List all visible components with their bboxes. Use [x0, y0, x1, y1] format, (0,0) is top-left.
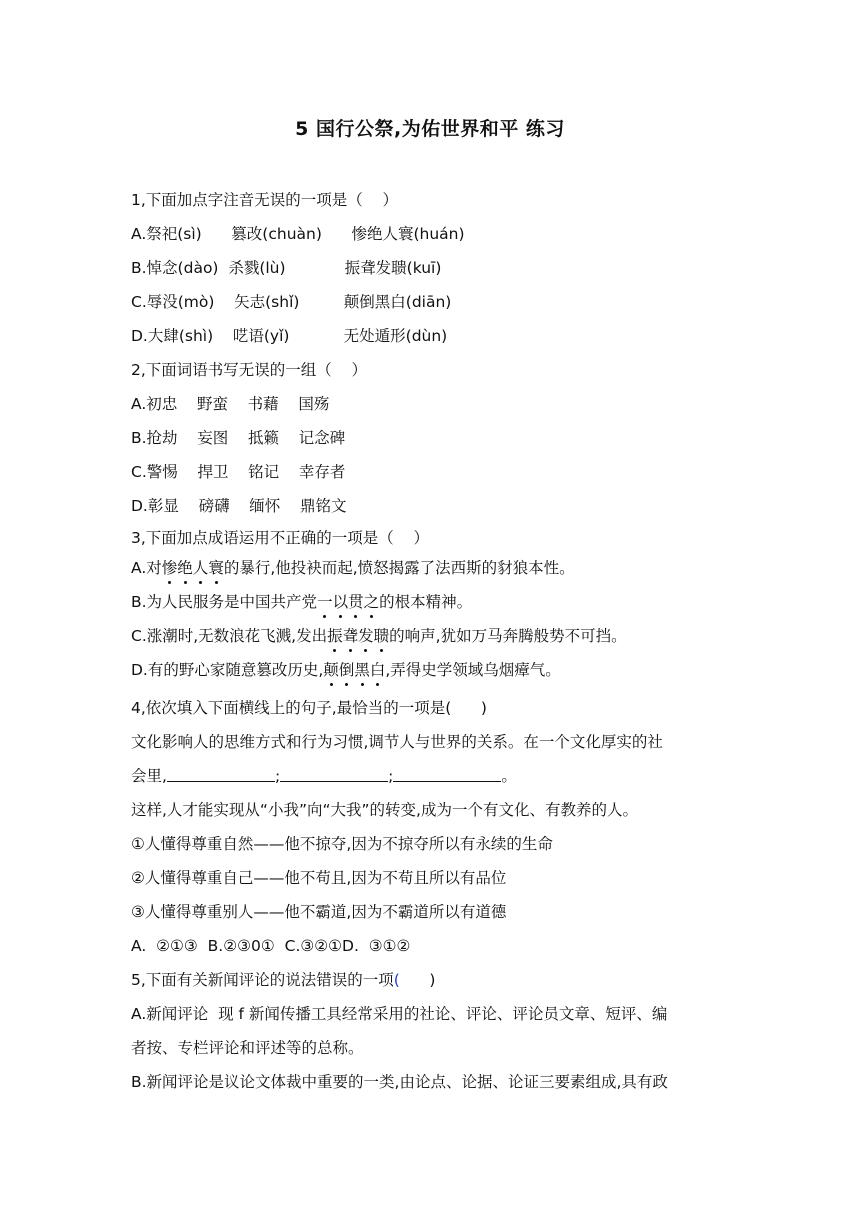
question-3-option-a: A.对惨绝人寰的暴行,他投袂而起,愤怒揭露了法西斯的豺狼本性。	[131, 559, 575, 577]
question-2-option-c: C.警惕 捍卫 铭记 幸存者	[131, 463, 346, 481]
question-5-stem: 5,下面有关新闻评论的说法错误的一项( )	[131, 971, 436, 989]
question-4-sentence-2: ②人懂得尊重自己——他不苟且,因为不苟且所以有品位	[131, 869, 507, 887]
question-4-sentence-3: ③人懂得尊重别人——他不霸道,因为不霸道所以有道德	[131, 903, 507, 921]
question-4-passage-line-1: 文化影响人的思维方式和行为习惯,调节人与世界的关系。在一个文化厚实的社	[131, 733, 663, 751]
question-2-option-b: B.抢劫 妄图 抵籁 记念碑	[131, 429, 346, 447]
dotted-idiom	[327, 627, 389, 645]
question-2-option-a: A.初忠 野蛮 书藉 国殇	[131, 395, 330, 413]
question-4-stem: 4,依次填入下面横线上的句子,最恰当的一项是( )	[131, 699, 487, 717]
emphasis-dot-char: 一	[317, 593, 333, 611]
emphasis-dot-char: 以	[332, 593, 349, 611]
emphasis-dot-char: 振	[327, 627, 343, 645]
emphasis-dot-char: 之	[363, 593, 380, 611]
question-3-stem: 3,下面加点成语运用不正确的一项是（ ）	[131, 529, 429, 547]
question-3-option-d: D.有的野心家随意篡改历史,颠倒黑白,弄得史学领域乌烟瘴气。	[131, 661, 561, 679]
question-3-option-b: B.为人民服务是中国共产党一以贯之的根本精神。	[131, 593, 473, 611]
question-2-option-d: D.彰显 磅礴 缅怀 鼎铭文	[131, 497, 347, 515]
answer-blank-1	[167, 766, 275, 782]
dotted-idiom	[323, 661, 385, 679]
answer-blank-2	[280, 766, 388, 782]
emphasis-dot-char: 寰	[208, 559, 224, 577]
emphasis-dot-char: 绝	[177, 559, 193, 577]
emphasis-dot-char: 发	[358, 627, 374, 645]
question-4-options: A. ②①③ B.②③0① C.③②①D. ③①②	[131, 937, 411, 955]
emphasis-dot-char: 白	[369, 661, 386, 679]
question-2-stem: 2,下面词语书写无误的一组（ ）	[131, 361, 367, 379]
question-1-stem: 1,下面加点字注音无误的一项是（ ）	[131, 191, 398, 209]
emphasis-dot-char: 聋	[342, 627, 359, 645]
question-1-option-a: A.祭祀(sì) 篡改(chuàn) 惨绝人寰(huán)	[131, 225, 465, 243]
question-5-option-a-line-2: 者按、专栏评论和评述等的总称。	[131, 1039, 364, 1057]
dotted-idiom	[162, 559, 224, 577]
question-5-option-a-line-1: A.新闻评论 现 f 新闻传播工具经常采用的社论、评论、评论员文章、短评、编	[131, 1005, 668, 1023]
emphasis-dot-char: 惨	[161, 559, 178, 577]
question-5-option-b-line-1: B.新闻评论是议论文体裁中重要的一类,由论点、论据、论证三要素组成,具有政	[131, 1073, 668, 1091]
emphasis-dot-char: 黑	[354, 661, 370, 679]
question-3-option-c: C.涨潮时,无数浪花飞溅,发出振聋发聩的响声,犹如万马奔腾般势不可挡。	[131, 627, 627, 645]
question-1-option-d: D.大肆(shì) 呓语(yǐ) 无处遁形(dùn)	[131, 327, 448, 345]
emphasis-dot-char: 贯	[348, 593, 364, 611]
question-4-passage-line-3: 这样,人才能实现从“小我”向“大我”的转变,成为一个有文化、有教养的人。	[131, 801, 638, 819]
emphasis-dot-char: 颠	[323, 661, 339, 679]
question-1-option-c: C.辱没(mò) 矢志(shǐ) 颠倒黑白(diān)	[131, 293, 452, 311]
page-title: 5 国行公祭,为佑世界和平 练习	[295, 118, 565, 140]
dotted-idiom	[317, 593, 379, 611]
question-4-sentence-1: ①人懂得尊重自然——他不掠夺,因为不掠夺所以有永续的生命	[131, 835, 553, 853]
emphasis-dot-char: 倒	[338, 661, 355, 679]
answer-blank-3	[393, 766, 501, 782]
question-4-passage-line-2: 会里, ; ; 。	[131, 767, 517, 785]
emphasis-dot-char: 人	[192, 559, 209, 577]
emphasis-dot-char: 聩	[373, 627, 390, 645]
question-1-option-b: B.悼念(dào) 杀戮(lù) 振聋发聩(kuī)	[131, 259, 442, 277]
